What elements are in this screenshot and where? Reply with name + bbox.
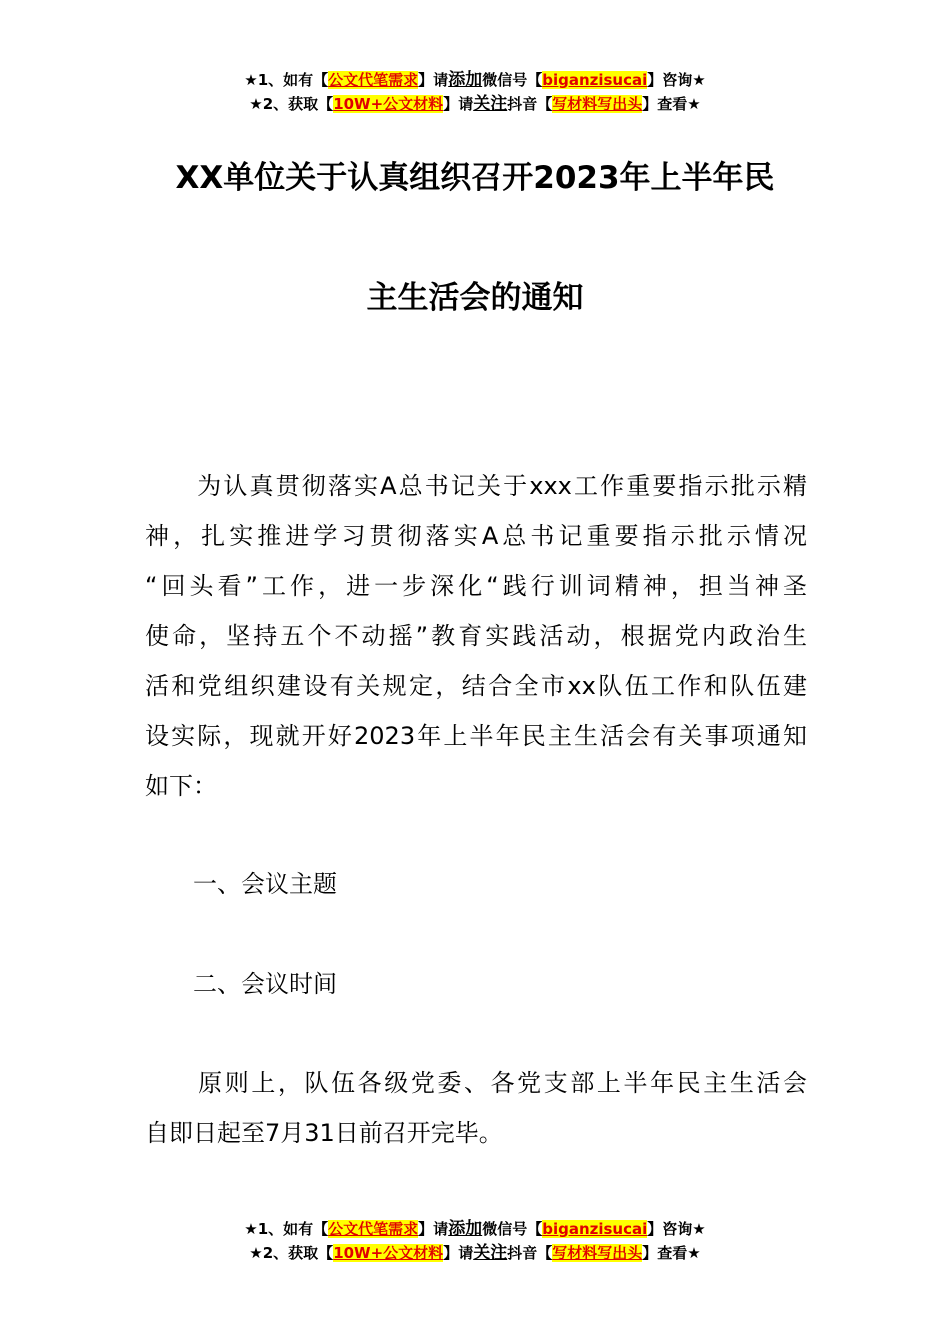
highlight: 10W+公文材料: [333, 95, 444, 113]
text: 】请: [443, 1244, 474, 1262]
emphasis: 添加: [448, 1219, 483, 1239]
section-heading-topic: 一、会议主题: [145, 870, 337, 898]
highlight: 写材料写出头: [552, 95, 643, 113]
text: 】咨询★: [647, 71, 706, 89]
highlight: 写材料写出头: [552, 1244, 643, 1262]
text: 】咨询★: [647, 1220, 706, 1238]
paragraph-line: 活和党组织建设有关规定，结合全市xx队伍工作和队伍建: [145, 672, 807, 700]
text: 】请: [443, 95, 474, 113]
paragraph-line: 为认真贯彻落实A总书记关于xxx工作重要指示批示精: [145, 472, 807, 500]
paragraph-line: 设实际，现就开好2023年上半年民主生活会有关事项通知: [145, 722, 807, 750]
paragraph-line: 使命，坚持五个不动摇”教育实践活动，根据党内政治生: [145, 622, 807, 650]
highlight: 公文代笔需求: [328, 1220, 419, 1238]
text: 抖音【: [507, 95, 553, 113]
text: ★2、获取【: [249, 1244, 334, 1262]
highlight: 公文代笔需求: [328, 71, 419, 89]
emphasis: 关注: [473, 1243, 508, 1263]
promo-line-2: [0, 1241, 950, 1265]
paragraph-line: 自即日起至7月31日前召开完毕。: [145, 1119, 503, 1147]
text: ★1、如有【: [244, 1220, 329, 1238]
promo-banner-top: [0, 68, 950, 116]
paragraph-line: “回头看”工作，进一步深化“践行训词精神，担当神圣: [145, 572, 807, 600]
text: 】请: [418, 71, 449, 89]
promo-banner-bottom: [0, 1217, 950, 1265]
paragraph-line: 神，扎实推进学习贯彻落实A总书记重要指示批示情况: [145, 522, 807, 550]
paragraph-line: 原则上，队伍各级党委、各党支部上半年民主生活会: [145, 1069, 807, 1097]
text: 】查看★: [642, 95, 701, 113]
section-heading-time: 二、会议时间: [145, 970, 337, 998]
emphasis: 关注: [473, 94, 508, 114]
emphasis: 添加: [448, 70, 483, 90]
text: 微信号【: [482, 71, 543, 89]
promo-line-2: [0, 92, 950, 116]
text: 抖音【: [507, 1244, 553, 1262]
promo-line-1: [0, 68, 950, 92]
text: 微信号【: [482, 1220, 543, 1238]
promo-line-1: [0, 1217, 950, 1241]
text: ★1、如有【: [244, 71, 329, 89]
document-title-line-1: XX单位关于认真组织召开2023年上半年民: [175, 160, 775, 196]
text: ★2、获取【: [249, 95, 334, 113]
paragraph-line: 如下：: [145, 772, 217, 800]
text: 】查看★: [642, 1244, 701, 1262]
document-title-line-2: 主生活会的通知: [366, 280, 584, 316]
highlight: 10W+公文材料: [333, 1244, 444, 1262]
text: 】请: [418, 1220, 449, 1238]
highlight: biganzisucai: [542, 1220, 648, 1238]
highlight: biganzisucai: [542, 71, 648, 89]
